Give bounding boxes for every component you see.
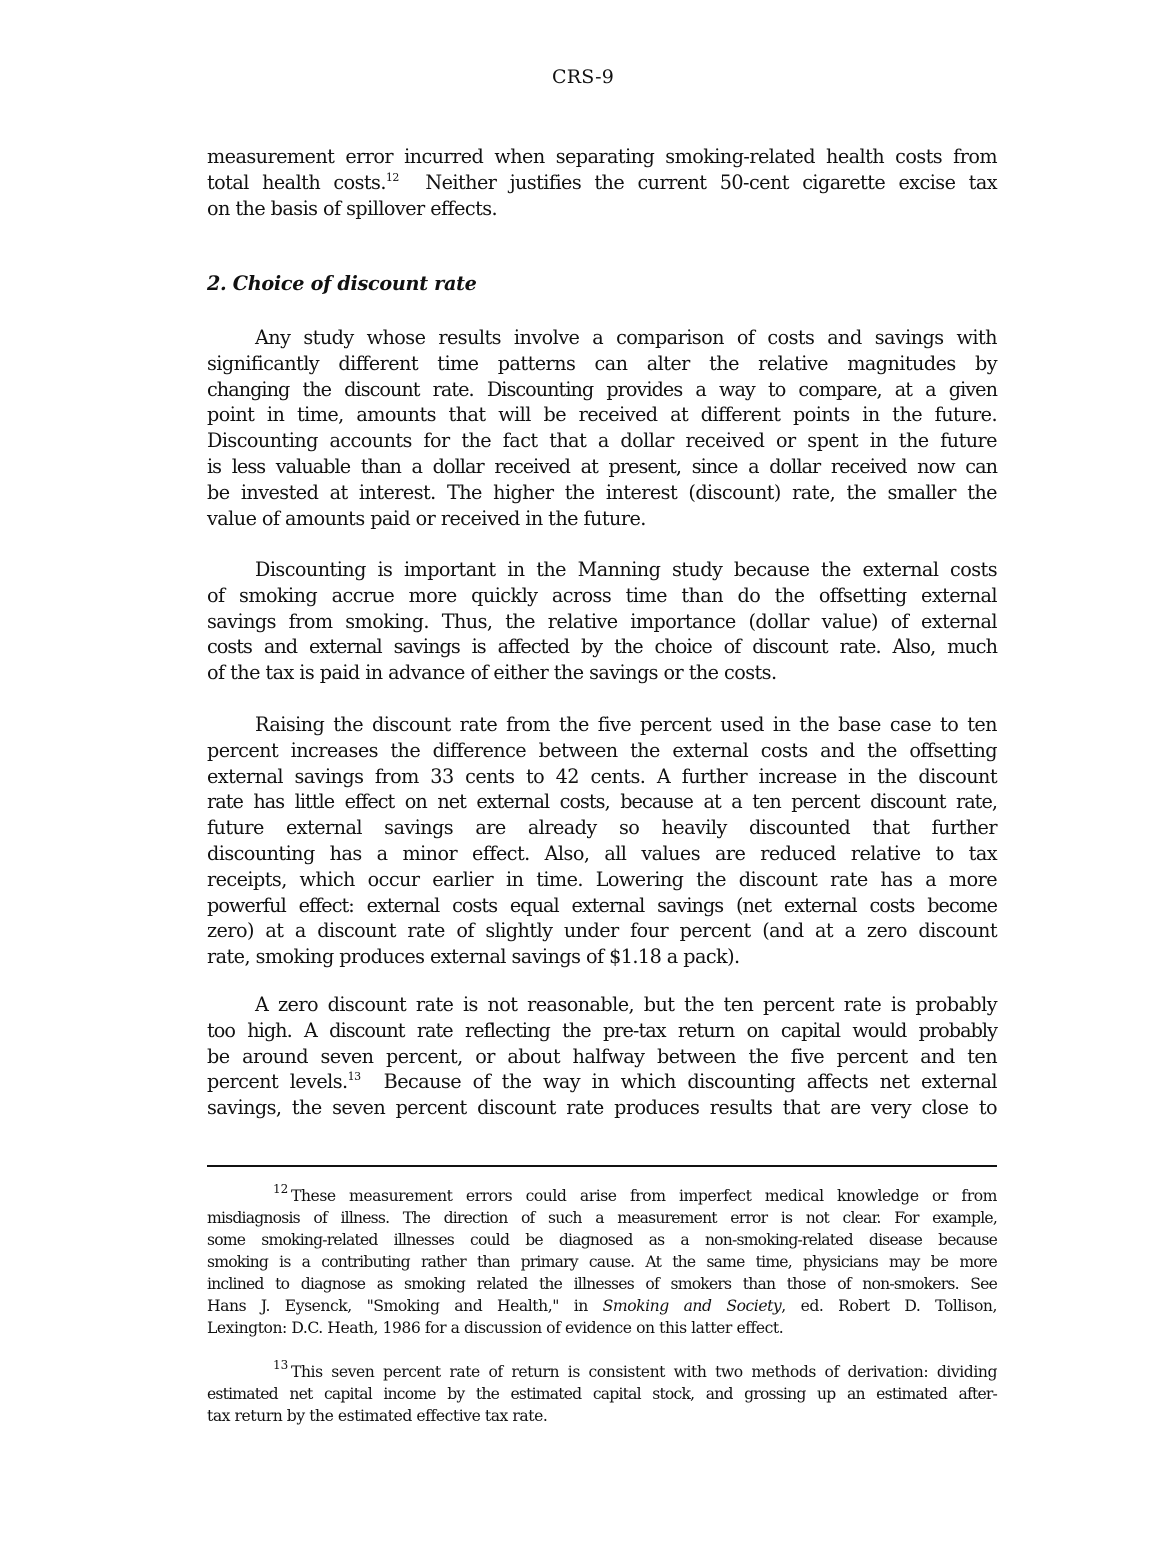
paragraph-manning-study bbox=[207, 557, 997, 686]
line-text: Because of the way in which discounting affects net external bbox=[360, 1070, 998, 1094]
paragraph-line: too high. A discount rate reflecting the pre-tax return on capital would probably bbox=[207, 1018, 997, 1042]
footnote-line: estimated net capital income by the estimated capital stock, and grossing up an estimated after- bbox=[207, 1385, 997, 1403]
footnote-ref-12[interactable]: 12 bbox=[385, 170, 399, 184]
cited-book-title: Smoking and Society bbox=[602, 1297, 782, 1315]
footnote-number: 13 bbox=[273, 1358, 289, 1372]
paragraph-line: zero) at a discount rate of slightly under four percent (and at a zero discount bbox=[207, 919, 997, 943]
paragraph-line: is less valuable than a dollar received at present, since a dollar received now can bbox=[207, 454, 997, 478]
paragraph-line: future external savings are already so heavily discounted that further bbox=[207, 816, 997, 840]
paragraph-line: be invested at interest. The higher the interest (discount) rate, the smaller the bbox=[207, 480, 997, 504]
footnote-number: 12 bbox=[273, 1182, 289, 1196]
line-text: total health costs. bbox=[207, 170, 386, 194]
paragraph-line: significantly different time patterns can alter the relative magnitudes by bbox=[207, 351, 997, 375]
paragraph-line: changing the discount rate. Discounting provides a way to compare, at a given bbox=[207, 377, 997, 401]
paragraph-line: of smoking accrue more quickly across time than do the offsetting external bbox=[207, 583, 997, 607]
paragraph-line: value of amounts paid or received in the future. bbox=[207, 506, 646, 530]
paragraph-line: on the basis of spillover effects. bbox=[207, 196, 498, 220]
footnote-line: inclined to diagnose as smoking related the illnesses of smokers than those of non-smokers. See bbox=[207, 1275, 997, 1293]
paragraph-discounting-intro bbox=[207, 325, 997, 531]
paragraph-line: measurement error incurred when separating smoking-related health costs from bbox=[207, 145, 997, 168]
paragraph-line: costs and external savings is affected by the choice of discount rate. Also, much bbox=[207, 635, 997, 659]
paragraph-line bbox=[207, 1069, 997, 1095]
footnote-line: smoking is a contributing rather than primary cause. At the same time, physicians may be more bbox=[207, 1253, 997, 1271]
footnote-line: misdiagnosis of illness. The direction of such a measurement error is not clear. For example, bbox=[207, 1209, 997, 1227]
paragraph-line: powerful effect: external costs equal external savings (net external costs become bbox=[207, 893, 997, 917]
paragraph-line: Any study whose results involve a comparison of costs and savings with bbox=[255, 326, 997, 349]
line-text: Hans J. Eysenck, "Smoking and Health," in bbox=[207, 1297, 603, 1315]
paragraph-raising-rate bbox=[207, 712, 997, 970]
paragraph-line: receipts, which occur earlier in time. Lowering the discount rate has a more bbox=[207, 867, 997, 891]
paragraph-line: discounting has a minor effect. Also, all values are reduced relative to tax bbox=[207, 841, 997, 865]
paragraph-line: of the tax is paid in advance of either the savings or the costs. bbox=[207, 661, 777, 685]
footnote-line: Lexington: D.C. Heath, 1986 for a discussion of evidence on this latter effect. bbox=[207, 1319, 784, 1337]
paragraph-line: be around seven percent, or about halfway between the five percent and ten bbox=[207, 1044, 997, 1068]
paragraph-line: point in time, amounts that will be received at different points in the future. bbox=[207, 403, 997, 427]
paragraph-line: external savings from 33 cents to 42 cents. A further increase in the discount bbox=[207, 764, 997, 788]
line-text: percent levels. bbox=[207, 1070, 348, 1094]
paragraph-line: percent increases the difference between the external costs and the offsetting bbox=[207, 738, 997, 762]
line-text: , ed. Robert D. Tollison, bbox=[781, 1297, 997, 1315]
paragraph-line: Raising the discount rate from the five percent used in the base case to ten bbox=[255, 713, 997, 736]
footnote-line: This seven percent rate of return is consistent with two methods of derivation: dividing bbox=[291, 1363, 997, 1381]
paragraph-line: savings, the seven percent discount rate produces results that are very close to bbox=[207, 1096, 997, 1120]
page-number-header: CRS-9 bbox=[551, 66, 615, 88]
footnote-13 bbox=[207, 1358, 997, 1427]
footnote-line: These measurement errors could arise from imperfect medical knowledge or from bbox=[291, 1187, 997, 1205]
paragraph-line: rate, smoking produces external savings of $1.18 a pack). bbox=[207, 945, 740, 969]
paragraph-line bbox=[207, 170, 997, 196]
continuation-paragraph bbox=[207, 144, 997, 221]
paragraph-line: Discounting accounts for the fact that a dollar received or spent in the future bbox=[207, 429, 997, 453]
footnote-line: tax return by the estimated effective tax rate. bbox=[207, 1407, 548, 1425]
paragraph-line: A zero discount rate is not reasonable, but the ten percent rate is probably bbox=[255, 993, 997, 1016]
paragraph-seven-percent bbox=[207, 992, 997, 1121]
paragraph-line: savings from smoking. Thus, the relative importance (dollar value) of external bbox=[207, 609, 997, 633]
footnote-12 bbox=[207, 1182, 997, 1339]
footnote-line bbox=[207, 1295, 997, 1317]
paragraph-line: Discounting is important in the Manning study because the external costs bbox=[255, 558, 997, 581]
section-heading: 2. Choice of discount rate bbox=[207, 272, 477, 295]
footnote-ref-13[interactable]: 13 bbox=[347, 1070, 361, 1084]
footnote-divider bbox=[207, 1165, 997, 1167]
paragraph-line: rate has little effect on net external costs, because at a ten percent discount rate, bbox=[207, 790, 997, 814]
footnote-line: some smoking-related illnesses could be diagnosed as a non-smoking-related disease because bbox=[207, 1231, 997, 1249]
line-text: Neither justifies the current 50-cent cigarette excise tax bbox=[398, 170, 997, 194]
